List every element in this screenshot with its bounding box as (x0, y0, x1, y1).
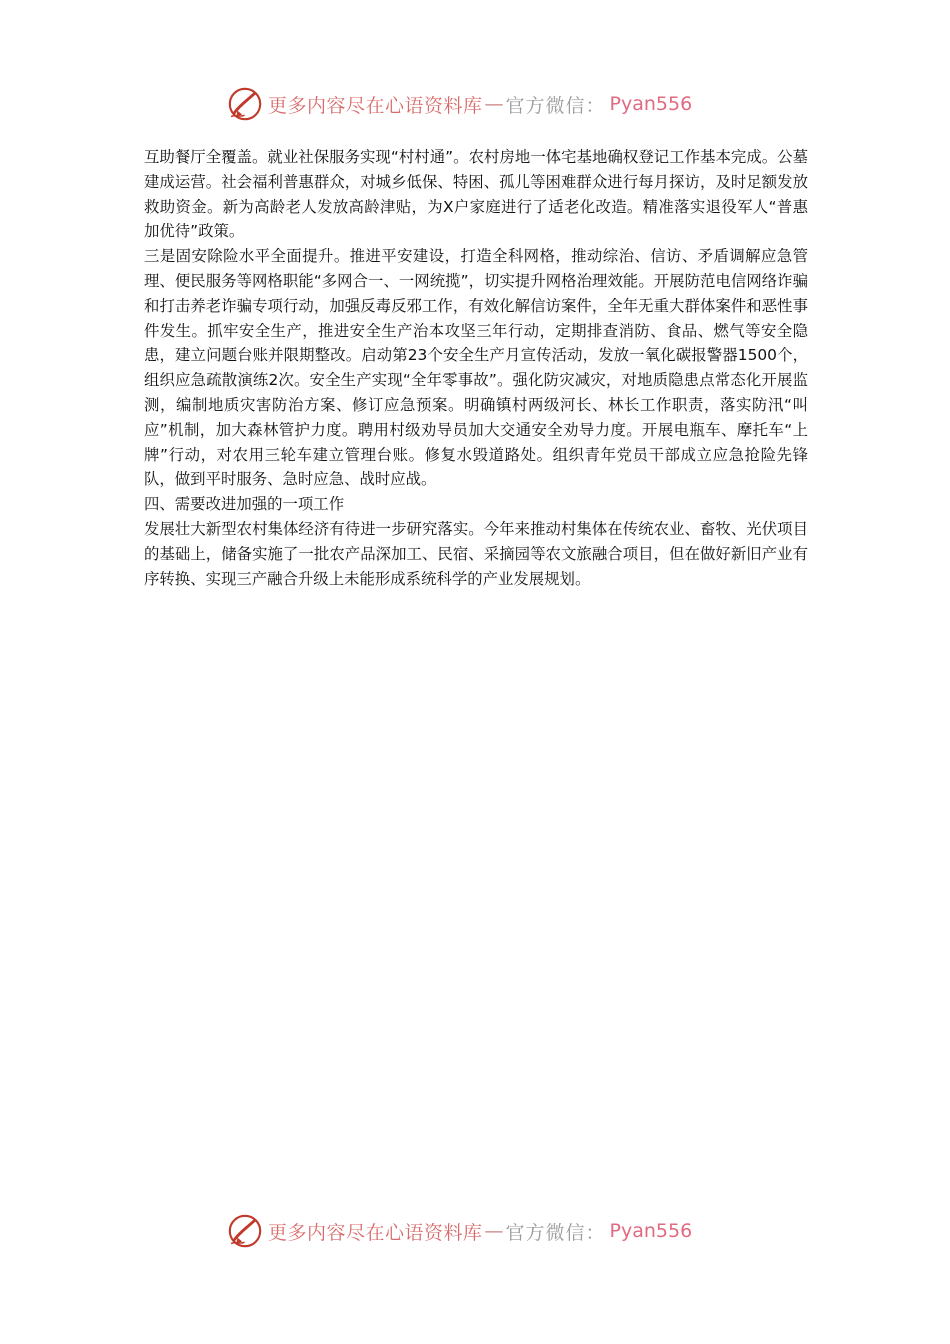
document-body (144, 145, 808, 591)
banner-dash: — (484, 93, 504, 115)
header-banner (226, 84, 692, 124)
banner-wechat-label: 官方微信： (505, 1221, 606, 1244)
banner-wechat-id: Pyan556 (609, 93, 693, 115)
footer-banner (226, 1211, 692, 1251)
banner-wechat-id: Pyan556 (609, 1220, 693, 1242)
pen-writing-logo-icon (226, 85, 264, 123)
banner-wechat-label: 官方微信： (505, 94, 606, 117)
banner-dash: — (484, 1220, 504, 1242)
paragraph-welfare: 互助餐厅全覆盖。就业社保服务实现“村村通”。农村房地一体宅基地确权登记工作基本完成。公墓建成运营。社会福利普惠群众，对城乡低保、特困、孤儿等困难群众进行每月探访，及时足额发放救助资金。新为高龄老人发放高龄津贴，为X户家庭进行了适老化改造。精准落实退役军人“普惠加优待”政策。 (144, 148, 808, 241)
paragraph-economy: 发展壮大新型农村集体经济有待进一步研究落实。今年来推动村集体在传统农业、畜牧、光伏项目的基础上，储备实施了一批农产品深加工、民宿、采摘园等农文旅融合项目，但在做好新旧产业有序转换、实现三产融合升级上未能形成系统科学的产业发展规划。 (144, 519, 808, 588)
section-heading-improvement: 四、需要改进加强的一项工作 (144, 495, 345, 514)
pen-writing-logo-icon (226, 1212, 264, 1250)
paragraph-safety: 三是固安除险水平全面提升。推进平安建设，打造全科网格，推动综治、信访、矛盾调解应急管理、便民服务等网格职能“多网合一、一网统揽”，切实提升网格治理效能。开展防范电信网络诈骗和打击养老诈骗专项行动，加强反毒反邪工作，有效化解信访案件，全年无重大群体案件和恶性事件发生。抓牢安全生产，推进安全生产治本攻坚三年行动，定期排查消防、食品、燃气等安全隐患，建立问题台账并限期整改。启动第23个安全生产月宣传活动，发放一氧化碳报警器1500个，组织应急疏散演练2次。安全生产实现“全年零事故”。强化防灾减灾，对地质隐患点常态化开展监测，编制地质灾害防治方案、修订应急预案。明确镇村两级河长、林长工作职责，落实防汛“叫应”机制，加大森林管护力度。聘用村级劝导员加大交通安全劝导力度。开展电瓶车、摩托车“上牌”行动，对农用三轮车建立管理台账。修复水毁道路处。组织青年党员干部成立应急抢险先锋队，做到平时服务、急时应急、战时应战。 (144, 247, 808, 489)
banner-site-text: 更多内容尽在心语资料库 (268, 94, 483, 117)
banner-site-text: 更多内容尽在心语资料库 (268, 1221, 483, 1244)
